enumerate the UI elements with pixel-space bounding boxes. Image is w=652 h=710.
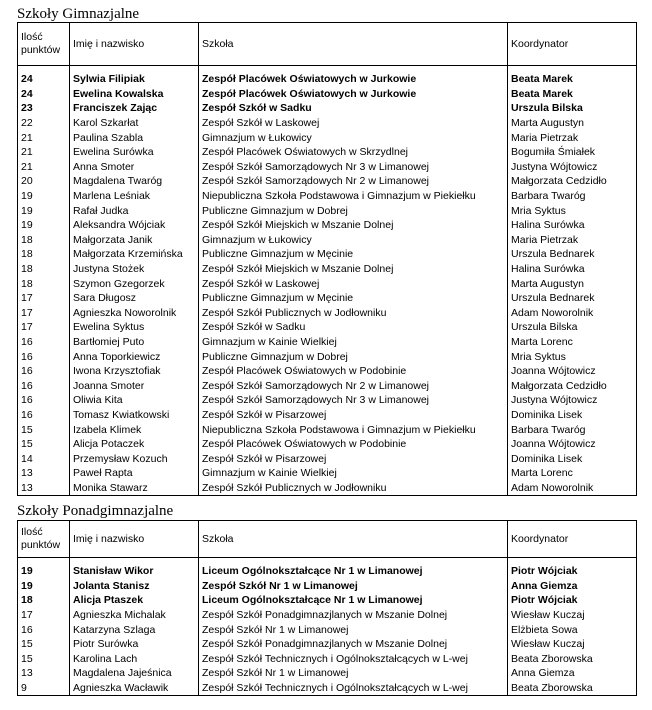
cell-coordinator: Beata Marek: [508, 72, 637, 87]
table-row: [18, 422, 637, 437]
cell-points: 9: [18, 681, 70, 696]
cell-name: Aleksandra Wójciak: [70, 218, 199, 233]
table-row: [18, 130, 637, 145]
cell-school: Gimnazjum w Kainie Wielkiej: [199, 335, 508, 350]
cell-coordinator: Bogumiła Śmiałek: [508, 145, 637, 160]
cell-coordinator: Wiesław Kuczaj: [508, 637, 637, 652]
table-row: [18, 174, 637, 189]
table-row: [18, 666, 637, 681]
table-row: [18, 579, 637, 594]
cell-name: Justyna Stożek: [70, 262, 199, 277]
cell-points: 21: [18, 145, 70, 160]
cell-coordinator: Barbara Twaróg: [508, 422, 637, 437]
table-row: [18, 160, 637, 175]
cell-coordinator: Anna Giemza: [508, 579, 637, 594]
table-row: [18, 101, 637, 116]
cell-name: Iwona Krzysztofiak: [70, 364, 199, 379]
cell-name: Paweł Rapta: [70, 466, 199, 481]
cell-points: 22: [18, 116, 70, 131]
cell-name: Małgorzata Krzemińska: [70, 247, 199, 262]
column-header-name: Imię i nazwisko: [70, 23, 199, 66]
cell-school: Zespół Szkół w Pisarzowej: [199, 408, 508, 423]
table-row: [18, 393, 637, 408]
cell-name: Magdalena Twaróg: [70, 174, 199, 189]
column-header-school: Szkoła: [199, 23, 508, 66]
table-row: [18, 335, 637, 350]
cell-school: Gimnazjum w Łukowicy: [199, 233, 508, 248]
cell-name: Ewelina Surówka: [70, 145, 199, 160]
cell-points: 23: [18, 101, 70, 116]
cell-points: 16: [18, 349, 70, 364]
table-row: [18, 378, 637, 393]
cell-coordinator: Dominika Lisek: [508, 451, 637, 466]
cell-coordinator: Joanna Wójtowicz: [508, 437, 637, 452]
cell-points: 19: [18, 203, 70, 218]
cell-points: 16: [18, 622, 70, 637]
cell-points: 15: [18, 437, 70, 452]
cell-name: Bartłomiej Puto: [70, 335, 199, 350]
cell-coordinator: Elżbieta Sowa: [508, 622, 637, 637]
cell-points: 17: [18, 306, 70, 321]
cell-school: Zespół Szkół Samorządowych Nr 2 w Limanowej: [199, 174, 508, 189]
cell-school: Zespół Szkół Nr 1 w Limanowej: [199, 579, 508, 594]
cell-name: Piotr Surówka: [70, 637, 199, 652]
cell-name: Przemysław Kozuch: [70, 451, 199, 466]
cell-name: Anna Smoter: [70, 160, 199, 175]
cell-school: Zespół Szkół Nr 1 w Limanowej: [199, 666, 508, 681]
table-row: [18, 608, 637, 623]
cell-coordinator: Joanna Wójtowicz: [508, 364, 637, 379]
column-header-name: Imię i nazwisko: [70, 521, 199, 558]
table-row: [18, 349, 637, 364]
cell-points: 15: [18, 652, 70, 667]
cell-name: Izabela Klimek: [70, 422, 199, 437]
cell-school: Zespół Szkół Miejskich w Mszanie Dolnej: [199, 218, 508, 233]
cell-points: 21: [18, 130, 70, 145]
table-row: [18, 247, 637, 262]
table-header-row: [18, 521, 637, 558]
cell-name: Franciszek Zając: [70, 101, 199, 116]
cell-school: Zespół Szkół Nr 1 w Limanowej: [199, 622, 508, 637]
cell-name: Magdalena Jajeśnica: [70, 666, 199, 681]
cell-coordinator: Marta Augustyn: [508, 116, 637, 131]
cell-coordinator: Beata Marek: [508, 87, 637, 102]
cell-name: Alicja Potaczek: [70, 437, 199, 452]
cell-coordinator: Justyna Wójtowicz: [508, 393, 637, 408]
cell-name: Ewelina Syktus: [70, 320, 199, 335]
cell-coordinator: Justyna Wójtowicz: [508, 160, 637, 175]
cell-points: 17: [18, 291, 70, 306]
cell-name: Stanisław Wikor: [70, 564, 199, 579]
cell-coordinator: Urszula Bilska: [508, 101, 637, 116]
cell-coordinator: Dominika Lisek: [508, 408, 637, 423]
table-row: [18, 451, 637, 466]
results-table-gimnazjalne: [17, 22, 637, 496]
cell-school: Zespół Szkół w Laskowej: [199, 276, 508, 291]
cell-name: Monika Stawarz: [70, 481, 199, 496]
cell-school: Liceum Ogólnokształcące Nr 1 w Limanowej: [199, 564, 508, 579]
cell-points: 15: [18, 637, 70, 652]
table-row: [18, 593, 637, 608]
cell-name: Joanna Smoter: [70, 378, 199, 393]
cell-points: 18: [18, 593, 70, 608]
table-row: [18, 466, 637, 481]
cell-name: Tomasz Kwiatkowski: [70, 408, 199, 423]
table-row: [18, 652, 637, 667]
table-row: [18, 218, 637, 233]
cell-coordinator: Beata Zborowska: [508, 652, 637, 667]
cell-coordinator: Piotr Wójciak: [508, 593, 637, 608]
cell-coordinator: Halina Surówka: [508, 218, 637, 233]
cell-name: Rafał Judka: [70, 203, 199, 218]
cell-name: Małgorzata Janik: [70, 233, 199, 248]
cell-points: 16: [18, 335, 70, 350]
cell-school: Gimnazjum w Kainie Wielkiej: [199, 466, 508, 481]
cell-name: Szymon Gzegorzek: [70, 276, 199, 291]
cell-school: Zespół Szkół Samorządowych Nr 3 w Limanowej: [199, 160, 508, 175]
table-row: [18, 291, 637, 306]
cell-coordinator: Anna Giemza: [508, 666, 637, 681]
cell-points: 18: [18, 276, 70, 291]
cell-school: Zespół Szkół Miejskich w Mszanie Dolnej: [199, 262, 508, 277]
cell-name: Sylwia Filipiak: [70, 72, 199, 87]
cell-name: Agnieszka Wacławik: [70, 681, 199, 696]
table-row: [18, 145, 637, 160]
cell-coordinator: Piotr Wójciak: [508, 564, 637, 579]
cell-points: 24: [18, 72, 70, 87]
cell-school: Zespół Szkół w Laskowej: [199, 116, 508, 131]
table-row: [18, 262, 637, 277]
cell-school: Zespół Szkół w Sadku: [199, 320, 508, 335]
cell-school: Liceum Ogólnokształcące Nr 1 w Limanowej: [199, 593, 508, 608]
table-row: [18, 203, 637, 218]
column-header-coordinator: Koordynator: [508, 23, 637, 66]
table-row: [18, 637, 637, 652]
table-row: [18, 306, 637, 321]
cell-school: Zespół Szkół Publicznych w Jodłowniku: [199, 481, 508, 496]
cell-points: 20: [18, 174, 70, 189]
cell-coordinator: Marta Lorenc: [508, 466, 637, 481]
cell-coordinator: Beata Zborowska: [508, 681, 637, 696]
cell-school: Zespół Placówek Oświatowych w Podobinie: [199, 364, 508, 379]
cell-coordinator: Marta Augustyn: [508, 276, 637, 291]
column-header-school: Szkoła: [199, 521, 508, 558]
cell-points: 13: [18, 466, 70, 481]
cell-school: Zespół Szkół Ponadgimnazjlanych w Mszanie Dolnej: [199, 637, 508, 652]
cell-school: Niepubliczna Szkoła Podstawowa i Gimnazjum w Piekiełku: [199, 189, 508, 204]
cell-coordinator: Małgorzata Cedzidło: [508, 378, 637, 393]
cell-points: 16: [18, 408, 70, 423]
table-row: [18, 437, 637, 452]
cell-points: 13: [18, 666, 70, 681]
cell-coordinator: Urszula Bednarek: [508, 247, 637, 262]
cell-name: Marlena Leśniak: [70, 189, 199, 204]
table-row: [18, 481, 637, 496]
cell-name: Sara Długosz: [70, 291, 199, 306]
cell-points: 17: [18, 608, 70, 623]
cell-points: 13: [18, 481, 70, 496]
column-header-points: Ilość punktów: [18, 521, 70, 558]
cell-school: Publiczne Gimnazjum w Dobrej: [199, 349, 508, 364]
section-title-gimnazjalne: Szkoły Gimnazjalne: [17, 6, 140, 22]
cell-school: Zespół Placówek Oświatowych w Podobinie: [199, 437, 508, 452]
table-row: [18, 72, 637, 87]
table-row: [18, 233, 637, 248]
cell-school: Gimnazjum w Łukowicy: [199, 130, 508, 145]
table-row: [18, 320, 637, 335]
cell-points: 17: [18, 320, 70, 335]
cell-school: Zespół Szkół Publicznych w Jodłowniku: [199, 306, 508, 321]
cell-points: 16: [18, 364, 70, 379]
cell-coordinator: Małgorzata Cedzidło: [508, 174, 637, 189]
table-row: [18, 681, 637, 696]
cell-name: Katarzyna Szlaga: [70, 622, 199, 637]
cell-coordinator: Maria Pietrzak: [508, 130, 637, 145]
section-title-ponadgimnazjalne: Szkoły Ponadgimnazjalne: [17, 503, 174, 519]
table-header-row: [18, 23, 637, 66]
cell-points: 18: [18, 233, 70, 248]
cell-coordinator: Adam Noworolnik: [508, 306, 637, 321]
cell-school: Zespół Szkół Technicznych i Ogólnokształcących w L-wej: [199, 652, 508, 667]
cell-name: Agnieszka Noworolnik: [70, 306, 199, 321]
cell-coordinator: Mria Syktus: [508, 349, 637, 364]
cell-name: Paulina Szabla: [70, 130, 199, 145]
cell-coordinator: Marta Lorenc: [508, 335, 637, 350]
cell-points: 15: [18, 422, 70, 437]
cell-points: 19: [18, 189, 70, 204]
cell-points: 19: [18, 579, 70, 594]
cell-points: 16: [18, 393, 70, 408]
table-row: [18, 408, 637, 423]
cell-points: 19: [18, 564, 70, 579]
cell-name: Oliwia Kita: [70, 393, 199, 408]
cell-points: 24: [18, 87, 70, 102]
cell-points: 21: [18, 160, 70, 175]
cell-coordinator: Barbara Twaróg: [508, 189, 637, 204]
cell-points: 18: [18, 247, 70, 262]
column-header-coordinator: Koordynator: [508, 521, 637, 558]
cell-coordinator: Halina Surówka: [508, 262, 637, 277]
cell-school: Zespół Szkół w Pisarzowej: [199, 451, 508, 466]
cell-school: Zespół Placówek Oświatowych w Jurkowie: [199, 72, 508, 87]
cell-coordinator: Wiesław Kuczaj: [508, 608, 637, 623]
cell-points: 18: [18, 262, 70, 277]
cell-school: Zespół Szkół Technicznych i Ogólnokształcących w L-wej: [199, 681, 508, 696]
table-row: [18, 364, 637, 379]
cell-name: Jolanta Stanisz: [70, 579, 199, 594]
cell-school: Publiczne Gimnazjum w Dobrej: [199, 203, 508, 218]
cell-school: Zespół Szkół w Sadku: [199, 101, 508, 116]
column-header-points: Ilość punktów: [18, 23, 70, 66]
cell-points: 16: [18, 378, 70, 393]
cell-school: Zespół Placówek Oświatowych w Jurkowie: [199, 87, 508, 102]
cell-name: Ewelina Kowalska: [70, 87, 199, 102]
cell-coordinator: Adam Noworolnik: [508, 481, 637, 496]
cell-school: Zespół Szkół Samorządowych Nr 2 w Limanowej: [199, 378, 508, 393]
cell-school: Publiczne Gimnazjum w Męcinie: [199, 291, 508, 306]
cell-school: Zespół Szkół Ponadgimnazjlanych w Mszanie Dolnej: [199, 608, 508, 623]
cell-coordinator: Urszula Bednarek: [508, 291, 637, 306]
table-row: [18, 622, 637, 637]
cell-school: Niepubliczna Szkoła Podstawowa i Gimnazjum w Piekiełku: [199, 422, 508, 437]
table-row: [18, 116, 637, 131]
table-row: [18, 189, 637, 204]
results-table-ponadgimnazjalne: [17, 520, 637, 696]
cell-name: Alicja Ptaszek: [70, 593, 199, 608]
cell-coordinator: Mria Syktus: [508, 203, 637, 218]
cell-name: Anna Toporkiewicz: [70, 349, 199, 364]
cell-school: Publiczne Gimnazjum w Męcinie: [199, 247, 508, 262]
table-row: [18, 276, 637, 291]
cell-school: Zespół Szkół Samorządowych Nr 3 w Limanowej: [199, 393, 508, 408]
cell-points: 14: [18, 451, 70, 466]
cell-name: Agnieszka Michalak: [70, 608, 199, 623]
cell-coordinator: Urszula Bilska: [508, 320, 637, 335]
cell-name: Karol Szkarłat: [70, 116, 199, 131]
cell-school: Zespół Placówek Oświatowych w Skrzydlnej: [199, 145, 508, 160]
cell-name: Karolina Lach: [70, 652, 199, 667]
cell-points: 19: [18, 218, 70, 233]
cell-coordinator: Maria Pietrzak: [508, 233, 637, 248]
table-row: [18, 564, 637, 579]
table-row: [18, 87, 637, 102]
